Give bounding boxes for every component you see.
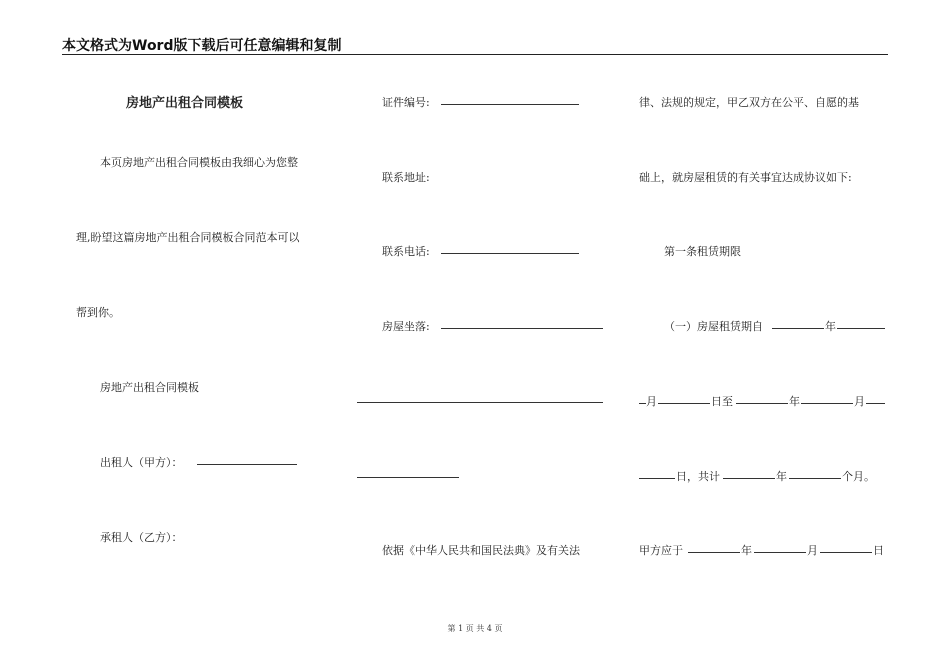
lessor-label: 出租人（甲方）：: [100, 456, 183, 469]
term-start-year-blank: [772, 328, 824, 329]
pay-year: 年: [741, 544, 752, 557]
term-end-day-blank: [866, 403, 885, 404]
term-year-1: 年: [825, 320, 836, 333]
subtitle: 房地产出租合同模板: [100, 381, 199, 394]
article-1-heading: 第一条租赁期限: [664, 245, 741, 258]
row2-lead-blank: [639, 403, 646, 404]
phone-blank: [441, 253, 579, 254]
term-total-month-blank: [789, 478, 841, 479]
pay-label: 甲方应于: [639, 544, 683, 557]
term-year-2: 年: [789, 395, 800, 408]
term-month-2: 月: [854, 395, 865, 408]
term-start-month-blank: [837, 328, 885, 329]
phone-label: 联系电话:: [382, 245, 430, 258]
page-footer: 第 1 页 共 4 页: [447, 624, 503, 633]
term-end-month-blank: [801, 403, 853, 404]
id-number-blank: [441, 104, 579, 105]
pay-day: 日: [873, 544, 884, 557]
pay-day-blank: [820, 552, 872, 553]
location-label: 房屋坐落:: [382, 320, 430, 333]
intro-line-3: 帮到你。: [76, 306, 120, 319]
term-start-day-blank: [658, 403, 710, 404]
law-line-2: 础上，就房屋租赁的有关事宜达成协议如下:: [639, 171, 852, 184]
id-number-label: 证件编号:: [382, 96, 430, 109]
lessee-label: 承租人（乙方）：: [100, 531, 183, 544]
term-to: 日至: [711, 395, 733, 408]
address-label: 联系地址:: [382, 171, 430, 184]
location-blank-2: [357, 402, 603, 403]
lessor-blank: [197, 464, 297, 465]
term-months: 个月。: [842, 470, 875, 483]
term-month-1: 月: [646, 395, 657, 408]
term-label: （一）房屋租赁期自: [664, 320, 763, 333]
term-end-year-blank: [736, 403, 788, 404]
pay-year-blank: [688, 552, 740, 553]
intro-line-1: 本页房地产出租合同模板由我细心为您整: [100, 156, 298, 169]
location-blank: [441, 328, 603, 329]
header-text: 本文格式为Word版下载后可任意编辑和复制: [62, 38, 342, 54]
pay-month: 月: [807, 544, 818, 557]
row3-lead-blank: [639, 478, 675, 479]
basis-text: 依据《中华人民共和国民法典》及有关法: [382, 544, 580, 557]
law-line-1: 律、法规的规定，甲乙双方在公平、自愿的基: [639, 96, 859, 109]
term-year-3: 年: [776, 470, 787, 483]
intro-line-2: 理,盼望这篇房地产出租合同模板合同范本可以: [76, 231, 300, 244]
pay-month-blank: [754, 552, 806, 553]
page-header: [62, 34, 888, 55]
term-total-year-blank: [723, 478, 775, 479]
doc-title: 房地产出租合同模板: [126, 96, 244, 111]
term-total: 日，共计: [676, 470, 720, 483]
location-blank-3: [357, 477, 459, 478]
